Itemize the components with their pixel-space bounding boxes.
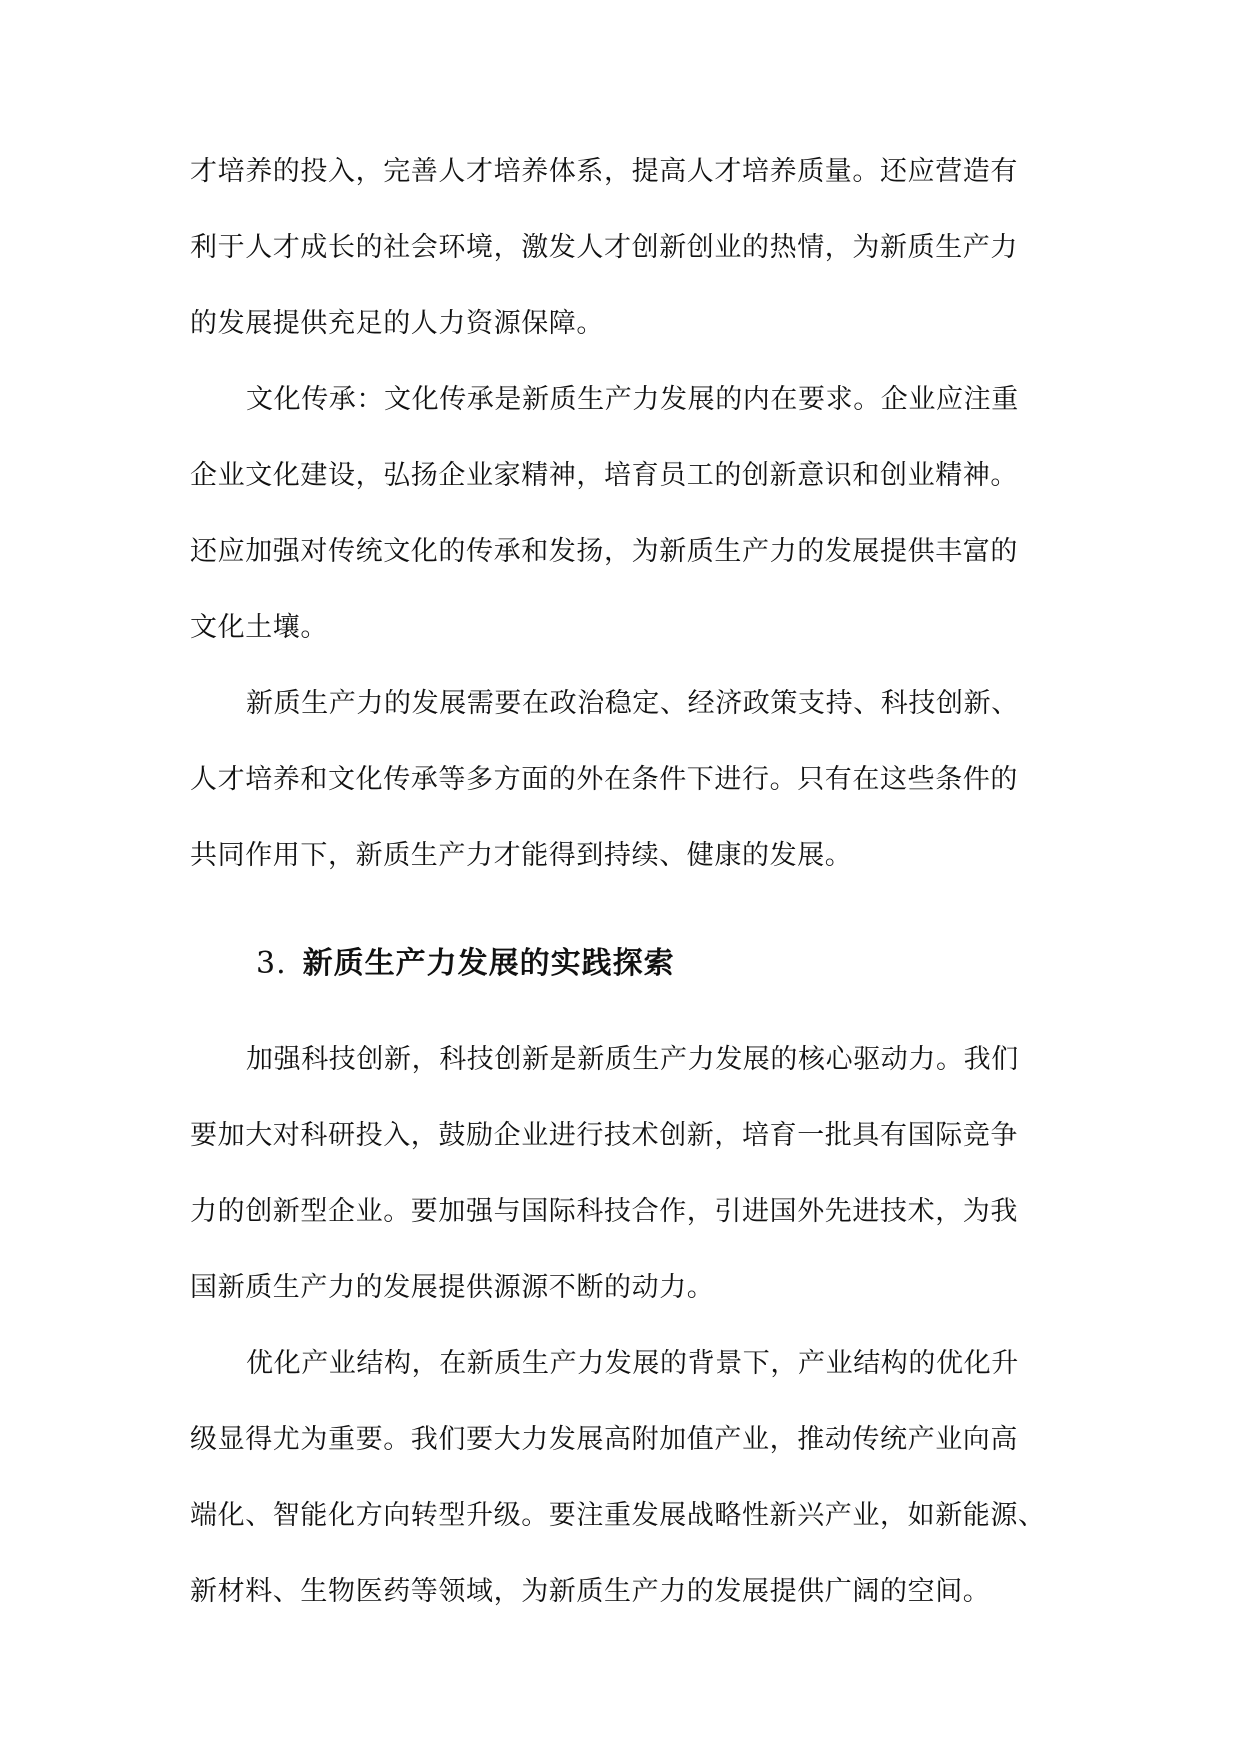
section-heading-title: 新质生产力发展的实践探索	[302, 946, 675, 981]
paragraph-1-line-2: 利于人才成长的社会环境，激发人才创新创业的热情，为新质生产力	[190, 232, 1018, 263]
paragraph-3-line-2: 人才培养和文化传承等多方面的外在条件下进行。只有在这些条件的	[190, 764, 1018, 795]
paragraph-5-line-2: 级显得尤为重要。我们要大力发展高附加值产业，推动传统产业向高	[190, 1424, 1018, 1455]
paragraph-4-line-4: 国新质生产力的发展提供源源不断的动力。	[190, 1272, 715, 1303]
section-heading-number: 3.	[256, 946, 287, 981]
paragraph-5-line-4: 新材料、生物医药等领域，为新质生产力的发展提供广阔的空间。	[190, 1576, 991, 1607]
paragraph-3-line-1: 新质生产力的发展需要在政治稳定、经济政策支持、科技创新、	[246, 688, 1019, 719]
paragraph-2-line-1: 文化传承：文化传承是新质生产力发展的内在要求。企业应注重	[246, 384, 1019, 415]
paragraph-2-line-3: 还应加强对传统文化的传承和发扬，为新质生产力的发展提供丰富的	[190, 536, 1018, 567]
paragraph-2-line-2: 企业文化建设，弘扬企业家精神，培育员工的创新意识和创业精神。	[190, 460, 1018, 491]
section-heading	[256, 942, 675, 986]
paragraph-5-line-3: 端化、智能化方向转型升级。要注重发展战略性新兴产业，如新能源、	[190, 1500, 1046, 1531]
paragraph-4-line-1: 加强科技创新，科技创新是新质生产力发展的核心驱动力。我们	[246, 1044, 1019, 1075]
paragraph-4-line-3: 力的创新型企业。要加强与国际科技合作，引进国外先进技术，为我	[190, 1196, 1018, 1227]
paragraph-5-line-1: 优化产业结构，在新质生产力发展的背景下，产业结构的优化升	[246, 1348, 1019, 1379]
paragraph-1-line-3: 的发展提供充足的人力资源保障。	[190, 308, 604, 339]
paragraph-4-line-2: 要加大对科研投入，鼓励企业进行技术创新，培育一批具有国际竞争	[190, 1120, 1018, 1151]
paragraph-1-line-1: 才培养的投入，完善人才培养体系，提高人才培养质量。还应营造有	[190, 156, 1018, 187]
paragraph-2-line-4: 文化土壤。	[190, 612, 328, 643]
paragraph-3-line-3: 共同作用下，新质生产力才能得到持续、健康的发展。	[190, 840, 853, 871]
